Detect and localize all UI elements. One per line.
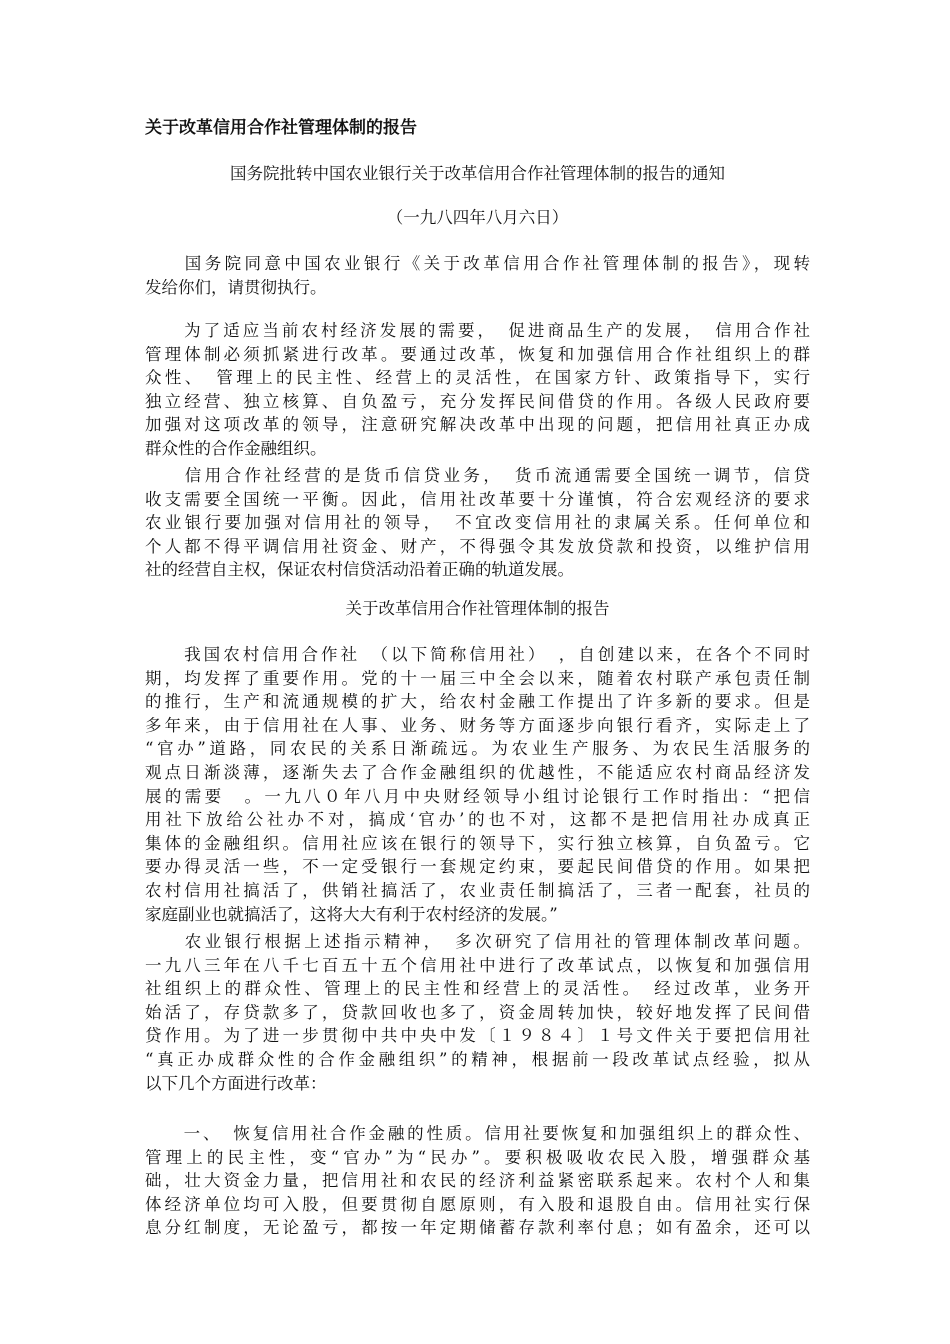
notice-date: （一九八四年八月六日） bbox=[386, 208, 569, 227]
paragraph-line: 息分红制度，无论盈亏，都按一年定期储蓄存款利率付息；如有盈余，还可以 bbox=[145, 1218, 810, 1238]
paragraph-reform-need bbox=[145, 319, 810, 461]
paragraph-line: 农村信用社搞活了，供销社搞活了，农业责任制搞活了，三者一配套，社员的 bbox=[145, 880, 810, 900]
paragraph-line: 的推行，生产和流通规模的扩大，给农村金融工作提出了许多新的要求。但是 bbox=[145, 692, 810, 712]
paragraph-line: 为了适应当前农村经济发展的需要， 促进商品生产的发展， 信用合作社 bbox=[145, 321, 810, 340]
paragraph-line: 收支需要全国统一平衡。因此，信用社改革要十分谨慎，符合宏观经济的要求 bbox=[145, 489, 810, 509]
paragraph-line: “官办”道路，同农民的关系日渐疏远。为农业生产服务、为农民生活服务的 bbox=[145, 739, 810, 759]
paragraph-line: 社组织上的群众性、管理上的民主性和经营上的灵活性。 经过改革，业务开 bbox=[145, 979, 810, 999]
paragraph-line: 展的需要 。一九八０年八月中央财经领导小组讨论银行工作时指出：“把信 bbox=[145, 786, 810, 806]
paragraph-line: “真正办成群众性的合作金融组织”的精神，根据前一段改革试点经验，拟从 bbox=[145, 1049, 810, 1069]
paragraph-line: 个人都不得平调信用社资金、财产，不得强令其发放贷款和投资，以维护信用 bbox=[145, 536, 810, 556]
notice-title: 国务院批转中国农业银行关于改革信用合作社管理体制的报告的通知 bbox=[230, 164, 725, 183]
paragraph-line: 加强对这项改革的领导，注意研究解决改革中出现的问题，把信用社真正办成 bbox=[145, 415, 810, 435]
paragraph-line: 信用合作社经营的是货币信贷业务， 货币流通需要全国统一调节，信贷 bbox=[145, 466, 810, 485]
paragraph-line: 观点日渐淡薄，逐渐失去了合作金融组织的优越性，不能适应农村商品经济发 bbox=[145, 762, 810, 782]
paragraph-line: 以下几个方面进行改革： bbox=[145, 1073, 327, 1093]
paragraph-line: 群众性的合作金融组织。 bbox=[145, 438, 327, 458]
paragraph-line: 一、 恢复信用社合作金融的性质。信用社要恢复和加强组织上的群众性、 bbox=[145, 1124, 810, 1143]
paragraph-history bbox=[145, 643, 810, 926]
section-title: 关于改革信用合作社管理体制的报告 bbox=[345, 599, 610, 618]
paragraph-line: 农业银行根据上述指示精神， 多次研究了信用社的管理体制改革问题。 bbox=[145, 932, 810, 951]
paragraph-line: 我国农村信用合作社 （以下简称信用社） ，自创建以来，在各个不同时 bbox=[145, 645, 810, 664]
paragraph-point-one bbox=[145, 1122, 810, 1240]
paragraph-approval bbox=[145, 252, 810, 299]
document-title: 关于改革信用合作社管理体制的报告 bbox=[145, 118, 417, 138]
paragraph-line: 农业银行要加强对信用社的领导， 不宜改变信用社的隶属关系。任何单位和 bbox=[145, 513, 810, 533]
paragraph-line: 用社下放给公社办不对，搞成‘官办’的也不对，这都不是把信用社办成真正 bbox=[145, 810, 810, 830]
paragraph-line: 集体的金融组织。信用社应该在银行的领导下，实行独立核算，自负盈亏。它 bbox=[145, 833, 810, 853]
paragraph-line: 贷作用。为了进一步贯彻中共中央中发〔１９８４〕１号文件关于要把信用社 bbox=[145, 1026, 810, 1046]
paragraph-line: 家庭副业也就搞活了，这将大大有利于农村经济的发展。” bbox=[145, 904, 558, 924]
paragraph-line: 国务院同意中国农业银行《关于改革信用合作社管理体制的报告》，现转 bbox=[145, 254, 810, 273]
paragraph-line: 多年来，由于信用社在人事、业务、财务等方面逐步向银行看齐，实际走上了 bbox=[145, 715, 810, 735]
paragraph-trial-reform bbox=[145, 930, 810, 1095]
paragraph-line: 管理体制必须抓紧进行改革。要通过改革，恢复和加强信用合作社组织上的群 bbox=[145, 344, 810, 364]
paragraph-credit-business bbox=[145, 464, 810, 582]
paragraph-line: 一九八三年在八千七百五十五个信用社中进行了改革试点，以恢复和加强信用 bbox=[145, 955, 810, 975]
paragraph-line: 管理上的民主性，变“官办”为“民办”。要积极吸收农民入股，增强群众基 bbox=[145, 1147, 810, 1167]
paragraph-line: 始活了，存贷款多了，贷款回收也多了，资金周转加快，较好地发挥了民间借 bbox=[145, 1002, 810, 1022]
paragraph-line: 发给你们，请贯彻执行。 bbox=[145, 277, 327, 297]
paragraph-line: 体经济单位均可入股，但要贯彻自愿原则，有入股和退股自由。信用社实行保 bbox=[145, 1194, 810, 1214]
paragraph-line: 独立经营、独立核算、自负盈亏，充分发挥民间借贷的作用。各级人民政府要 bbox=[145, 391, 810, 411]
paragraph-line: 众性、 管理上的民主性、经营上的灵活性，在国家方针、政策指导下，实行 bbox=[145, 368, 810, 388]
paragraph-line: 础，壮大资金力量，把信用社和农民的经济利益紧密联系起来。农村个人和集 bbox=[145, 1171, 810, 1191]
paragraph-line: 要办得灵活一些，不一定受银行一套规定约束，要起民间借贷的作用。如果把 bbox=[145, 857, 810, 877]
paragraph-line: 期，均发挥了重要作用。党的十一届三中全会以来，随着农村联产承包责任制 bbox=[145, 668, 810, 688]
paragraph-line: 社的经营自主权，保证农村信贷活动沿着正确的轨道发展。 bbox=[145, 560, 574, 580]
